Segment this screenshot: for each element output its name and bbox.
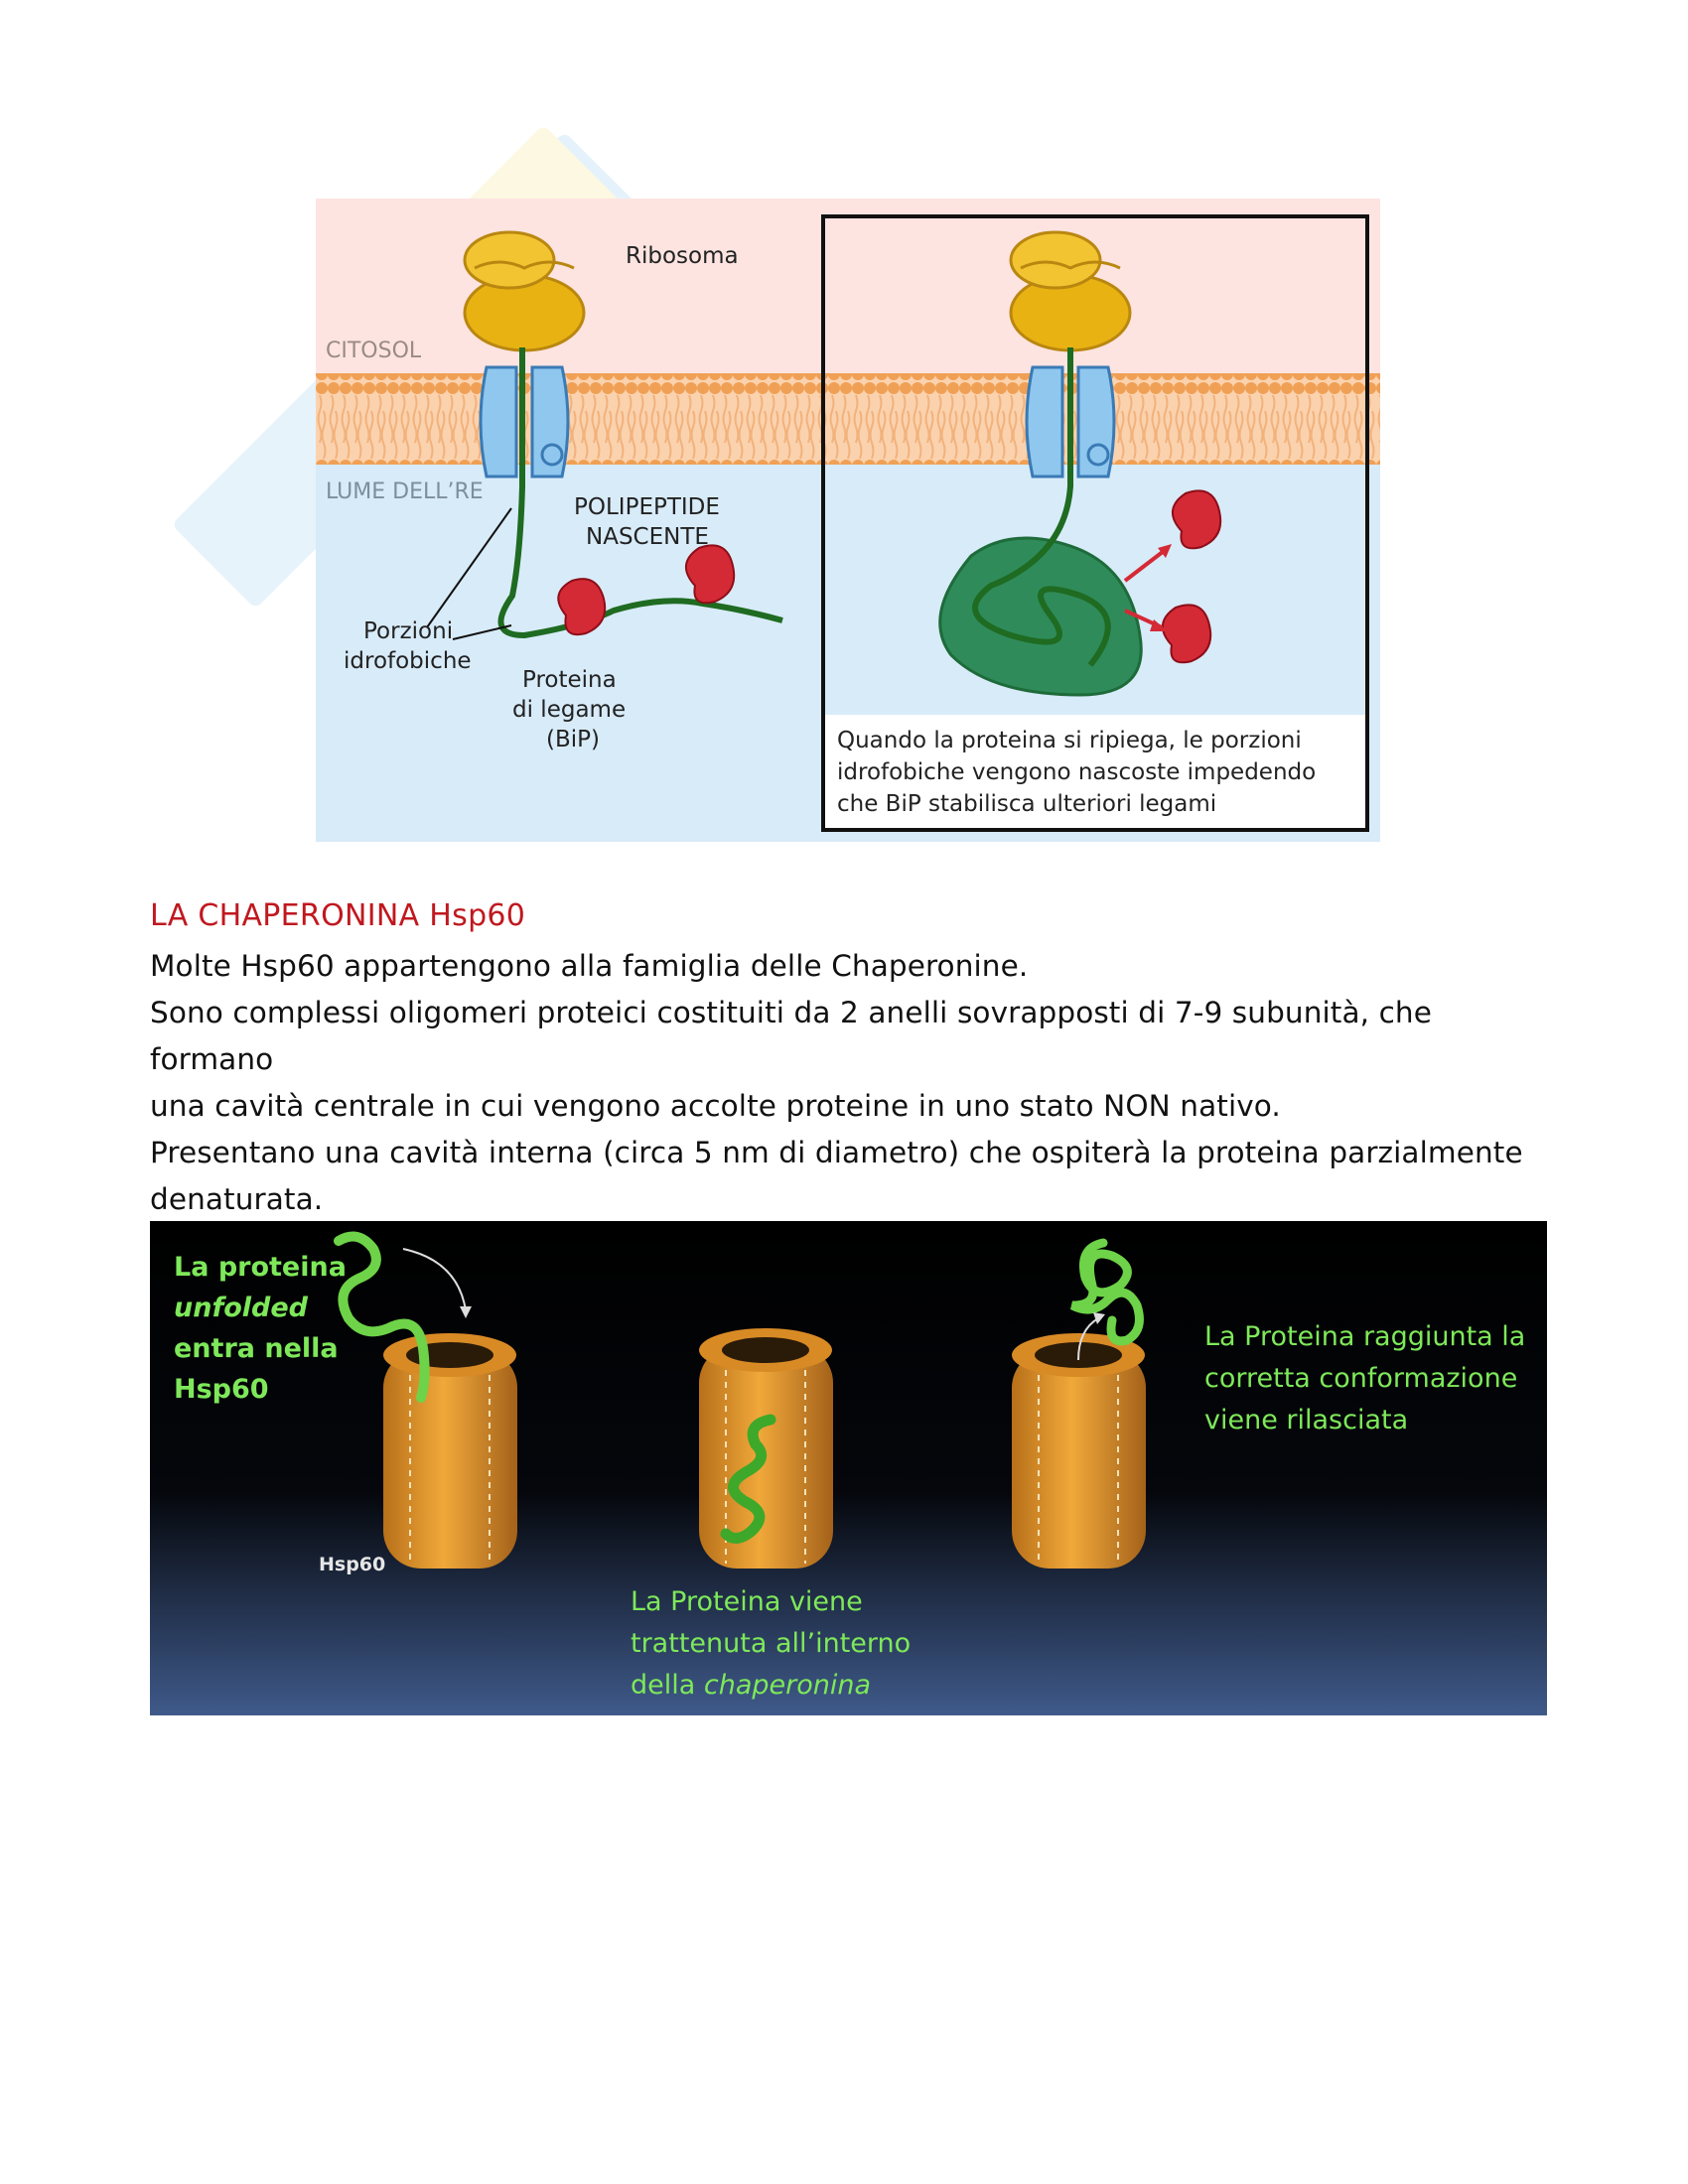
step1-label-line: entra nella	[174, 1333, 339, 1364]
step3-label-line: La Proteina raggiunta la	[1204, 1321, 1526, 1352]
cytosol-region	[316, 199, 1380, 377]
hsp60-barrel	[1012, 1333, 1146, 1569]
er-lumen-label: LUME DELL’RE	[326, 479, 484, 504]
polypeptide-label-line: POLIPEPTIDE	[574, 494, 720, 520]
ribosome-label: Ribosoma	[626, 243, 739, 269]
bip-label-line: Proteina	[522, 667, 617, 693]
step1-label-line: Hsp60	[174, 1374, 269, 1405]
step2-label-line	[631, 1670, 871, 1701]
step2-label-part: chaperonina	[703, 1670, 872, 1701]
step1-label-line: unfolded	[174, 1293, 308, 1323]
cytosol-label: CITOSOL	[326, 339, 422, 363]
section-title: LA CHAPERONINA Hsp60	[150, 898, 526, 933]
membrane	[316, 373, 1380, 465]
polypeptide-label-line: NASCENTE	[586, 524, 709, 550]
hydrophobic-label-line: Porzioni	[363, 618, 454, 644]
body-line: Molte Hsp60 appartengono alla famiglia delle Chaperonine.	[150, 949, 1029, 983]
hsp60-label: Hsp60	[319, 1554, 386, 1575]
caption-line: Quando la proteina si ripiega, le porzioni	[837, 728, 1302, 753]
step2-label-part: della	[631, 1670, 704, 1701]
body-line: Presentano una cavità interna (circa 5 nm di diametro) che ospiterà la proteina parzialmente	[150, 1136, 1523, 1169]
bip-protein	[558, 579, 605, 634]
caption-line: idrofobiche vengono nascoste impedendo	[837, 759, 1317, 785]
hsp60-diagram	[150, 1221, 1547, 1715]
bip-label-line: di legame	[512, 697, 627, 723]
step1-label-line: La proteina	[174, 1252, 347, 1283]
step2-label-line: La Proteina viene	[631, 1586, 863, 1617]
section-body	[150, 943, 1560, 1223]
step3-label-line: corretta conformazione	[1204, 1363, 1518, 1394]
caption-line: che BiP stabilisca ulteriori legami	[837, 791, 1217, 817]
body-line: una cavità centrale in cui vengono accolte proteine in uno stato NON nativo.	[150, 1089, 1281, 1123]
hsp60-barrel	[699, 1328, 833, 1569]
step3-label-line: viene rilasciata	[1204, 1405, 1409, 1435]
body-line: denaturata.	[150, 1182, 324, 1216]
hsp60-barrel	[383, 1333, 517, 1569]
bip-label-line: (BiP)	[546, 727, 600, 752]
bip-diagram	[316, 199, 1380, 842]
hydrophobic-label-line: idrofobiche	[344, 648, 472, 674]
step2-label-line: trattenuta all’interno	[631, 1628, 912, 1659]
body-line: Sono complessi oligomeri proteici costituiti da 2 anelli sovrapposti di 7-9 subunità, che formano	[150, 996, 1432, 1076]
